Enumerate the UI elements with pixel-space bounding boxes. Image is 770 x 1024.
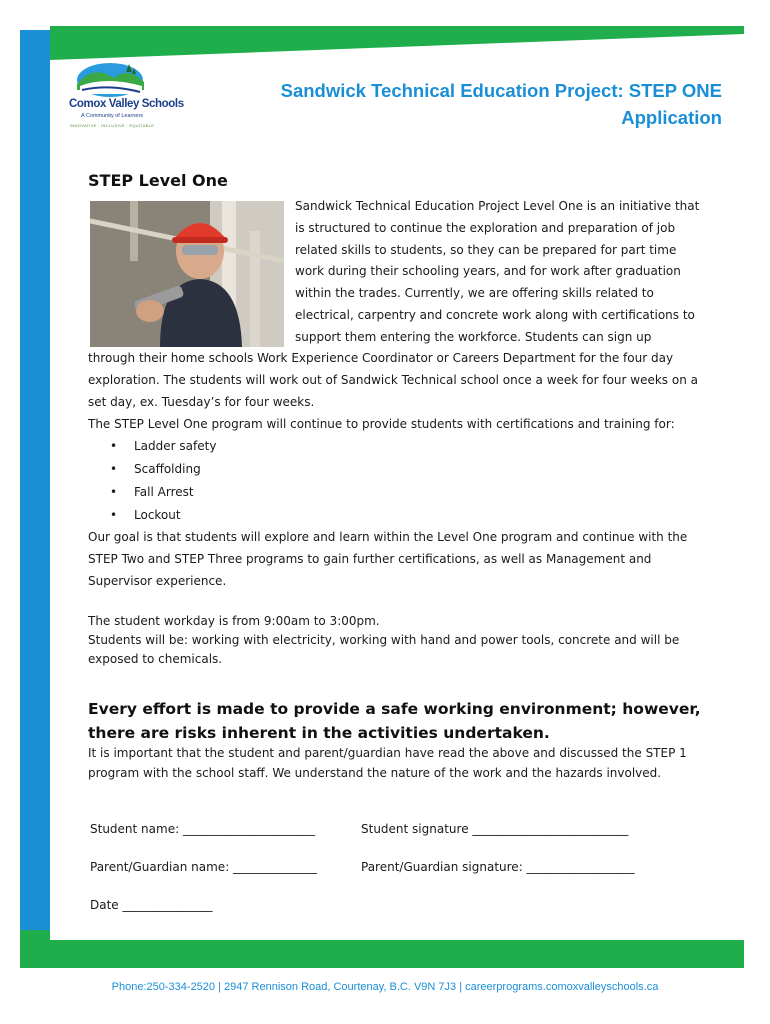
intro-line: electrical, carpentry and concrete work along with certifications to (295, 308, 695, 322)
title-line-2: Application (621, 107, 722, 128)
title-line-1: Sandwick Technical Education Project: STEP ONE (280, 80, 722, 101)
parent-name-field[interactable]: Parent/Guardian name: ______________ (90, 860, 318, 874)
workday-line: Students will be: working with electricity, working with hand and power tools, concrete and will be (88, 633, 680, 647)
goal-line: Our goal is that students will explore and learn within the Level One program and continue with the (88, 530, 688, 544)
body-line: The STEP Level One program will continue to provide students with certifications and training for: (88, 417, 675, 431)
list-item-label: Scaffolding (134, 462, 201, 476)
body-line: through their home schools Work Experience Coordinator or Careers Department for the four day (88, 351, 674, 365)
warning-line: there are risks inherent in the activities undertaken. (88, 724, 550, 742)
logo-school-name: Comox Valley Schools (69, 98, 184, 110)
intro-line: support them entering the workforce. Students can sign up (295, 329, 652, 344)
list-item (110, 462, 201, 476)
body-line: exploration. The students will work out of Sandwick Technical school once a week for four weeks on a (88, 373, 698, 387)
student-signature-field[interactable]: Student signature __________________________ (361, 822, 629, 836)
list-item-label: Lockout (134, 508, 181, 522)
list-item-label: Ladder safety (134, 439, 217, 453)
footer-contact: Phone:250-334-2520 | 2947 Rennison Road, Courtenay, B.C. V9N 7J3 | careerprograms.comoxvalleyschools.ca (111, 981, 659, 993)
acknowledgement-line: It is important that the student and parent/guardian have read the above and discussed the STEP 1 (88, 746, 687, 760)
student-name-field[interactable]: Student name: ______________________ (90, 822, 315, 836)
bullet-icon: • (110, 508, 118, 522)
logo-tagline: A Community of Learners (81, 113, 144, 119)
acknowledgement-line: program with the school staff. We understand the nature of the work and the hazards involved. (88, 766, 662, 780)
bullet-icon: • (110, 439, 118, 453)
list-item (110, 439, 216, 453)
workday-line: The student workday is from 9:00am to 3:00pm. (88, 614, 380, 628)
list-item (110, 485, 194, 499)
document-page (50, 60, 744, 940)
bullet-icon: • (110, 485, 118, 499)
intro-line: related skills to students, so they can be prepared for part time (295, 242, 677, 257)
student-in-hard-hat-photo (90, 201, 284, 347)
body-line: set day, ex. Tuesday’s for four weeks. (88, 395, 315, 409)
parent-signature-field[interactable]: Parent/Guardian signature: __________________ (361, 860, 635, 874)
section-heading: STEP Level One (88, 171, 228, 190)
goal-line: Supervisor experience. (88, 574, 227, 588)
list-item-label: Fall Arrest (134, 485, 194, 499)
comox-valley-schools-logo (66, 60, 166, 132)
intro-line: is structured to continue the exploration and preparation of job (295, 220, 676, 235)
bullet-icon: • (110, 462, 118, 476)
workday-line: exposed to chemicals. (88, 652, 223, 666)
date-field[interactable]: Date _______________ (90, 898, 213, 912)
goal-line: STEP Two and STEP Three programs to gain further certifications, as well as Management and (88, 552, 652, 566)
safety-warning (88, 697, 728, 745)
warning-line: Every effort is made to provide a safe working environment; however, (88, 700, 701, 718)
document-title (202, 77, 722, 131)
logo-subline: INNOVATIVE · INCLUSIVE · EQUITABLE (70, 123, 155, 128)
list-item (110, 508, 181, 522)
intro-line: Sandwick Technical Education Project Level One is an initiative that (295, 199, 700, 213)
intro-line: within the trades. Currently, we are offering skills related to (295, 286, 654, 301)
intro-line: work during their schooling years, and for work after graduation (295, 264, 681, 279)
